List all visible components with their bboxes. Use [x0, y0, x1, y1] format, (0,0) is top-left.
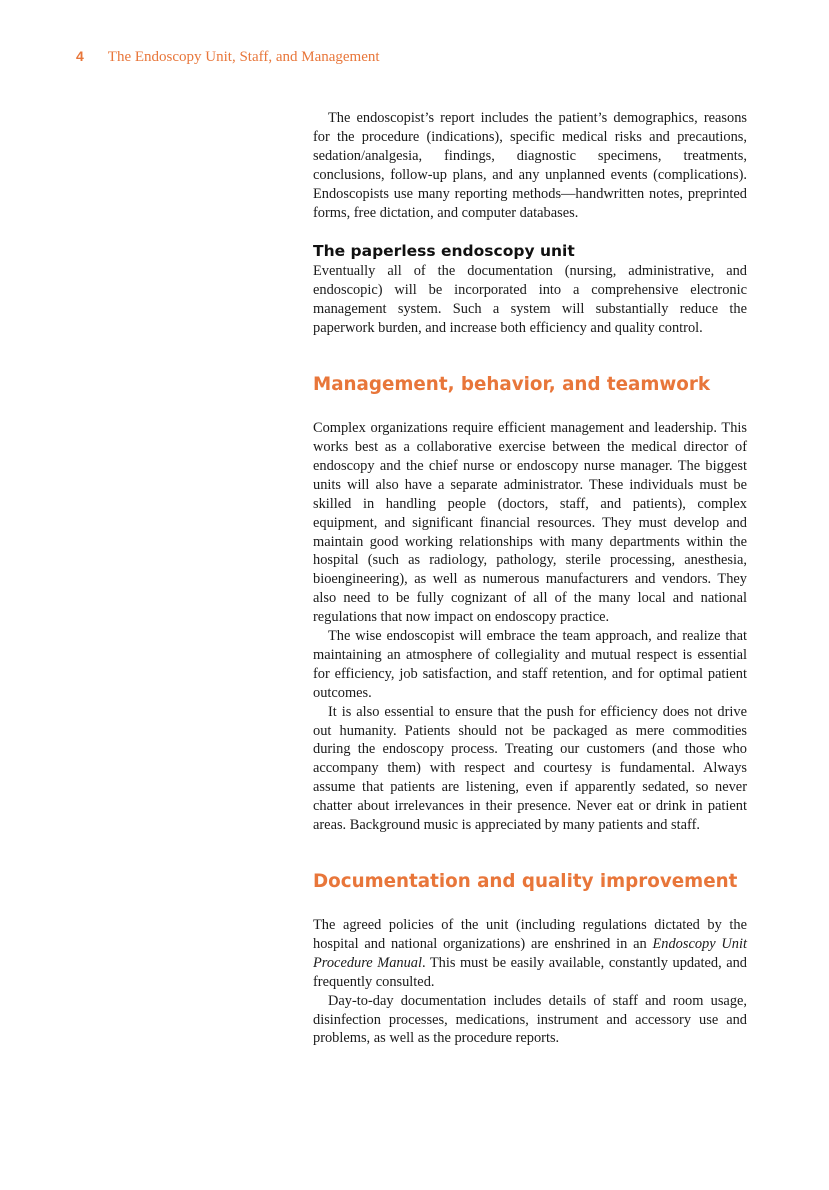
page-number: 4: [76, 48, 84, 64]
management-paragraph-3: It is also essential to ensure that the push for efficiency does not drive out humanity. Patients should not be packaged as mere commodities during the endoscopy process. Treating our customers (and those who accompany them) with respect and courtesy is fundamental. Always assume that patients are listening, even if apparently sedated, so never chatter about irrelevances in their presence. Never eat or drink in patient areas. Background music is appreciated by many patients and staff.: [313, 703, 747, 834]
paperless-heading: The paperless endoscopy unit: [313, 242, 575, 261]
documentation-p1-start: The agreed policies of the unit (including regulations dictated by the hospital and national organizations) are enshrined in an: [313, 917, 747, 952]
management-heading: Management, behavior, and teamwork: [313, 374, 711, 396]
page-body: [313, 109, 747, 1048]
manual-title: Endoscopy Unit Procedure Manual: [313, 935, 747, 971]
documentation-p1-end: . This must be easily available, constantly updated, and frequently consulted.: [313, 954, 747, 990]
documentation-paragraph-2: Day-to-day documentation includes details of staff and room usage, disinfection processes, medications, instrument and accessory use and problems, as well as the procedure reports.: [313, 992, 747, 1047]
documentation-heading: Documentation and quality improvement: [313, 871, 738, 892]
management-paragraph-2: The wise endoscopist will embrace the team approach, and realize that maintaining an atmosphere of collegiality and mutual respect is essential for efficiency, job satisfaction, and staff retention, and for optimal patient outcomes.: [313, 628, 747, 701]
running-head: [76, 48, 380, 66]
running-title: The Endoscopy Unit, Staff, and Management: [107, 49, 380, 65]
documentation-paragraph-1: [313, 916, 747, 992]
intro-paragraph: The endoscopist’s report includes the patient’s demographics, reasons for the procedure (indications), specific medical risks and precautions, sedation/analgesia, findings, diagnostic specimens, treatments, conclusions, follow-up plans, and any unplanned events (complications). Endoscopists use many reporting methods—handwritten notes, preprinted forms, free dictation, and computer databases.: [313, 110, 747, 221]
management-paragraph-1: Complex organizations require efficient management and leadership. This works best as a collaborative exercise between the medical director of endoscopy and the chief nurse or endoscopy nurse manager. The biggest units will also have a separate administrator. These individuals must be skilled in handling people (doctors, staff, and patients), complex equipment, and significant financial resources. They must develop and maintain good working relationships with many departments within the hospital (such as radiology, pathology, sterile processing, anesthesia, bioengineering), as well as numerous manufacturers and vendors. They also need to be fully cognizant of all of the many local and national regulations that now impact on endoscopy practice.: [313, 420, 747, 626]
paperless-paragraph: Eventually all of the documentation (nursing, administrative, and endoscopic) will be incorporated into a comprehensive electronic management system. Such a system will substantially reduce the paperwork burden, and increase both efficiency and quality control.: [313, 263, 747, 337]
